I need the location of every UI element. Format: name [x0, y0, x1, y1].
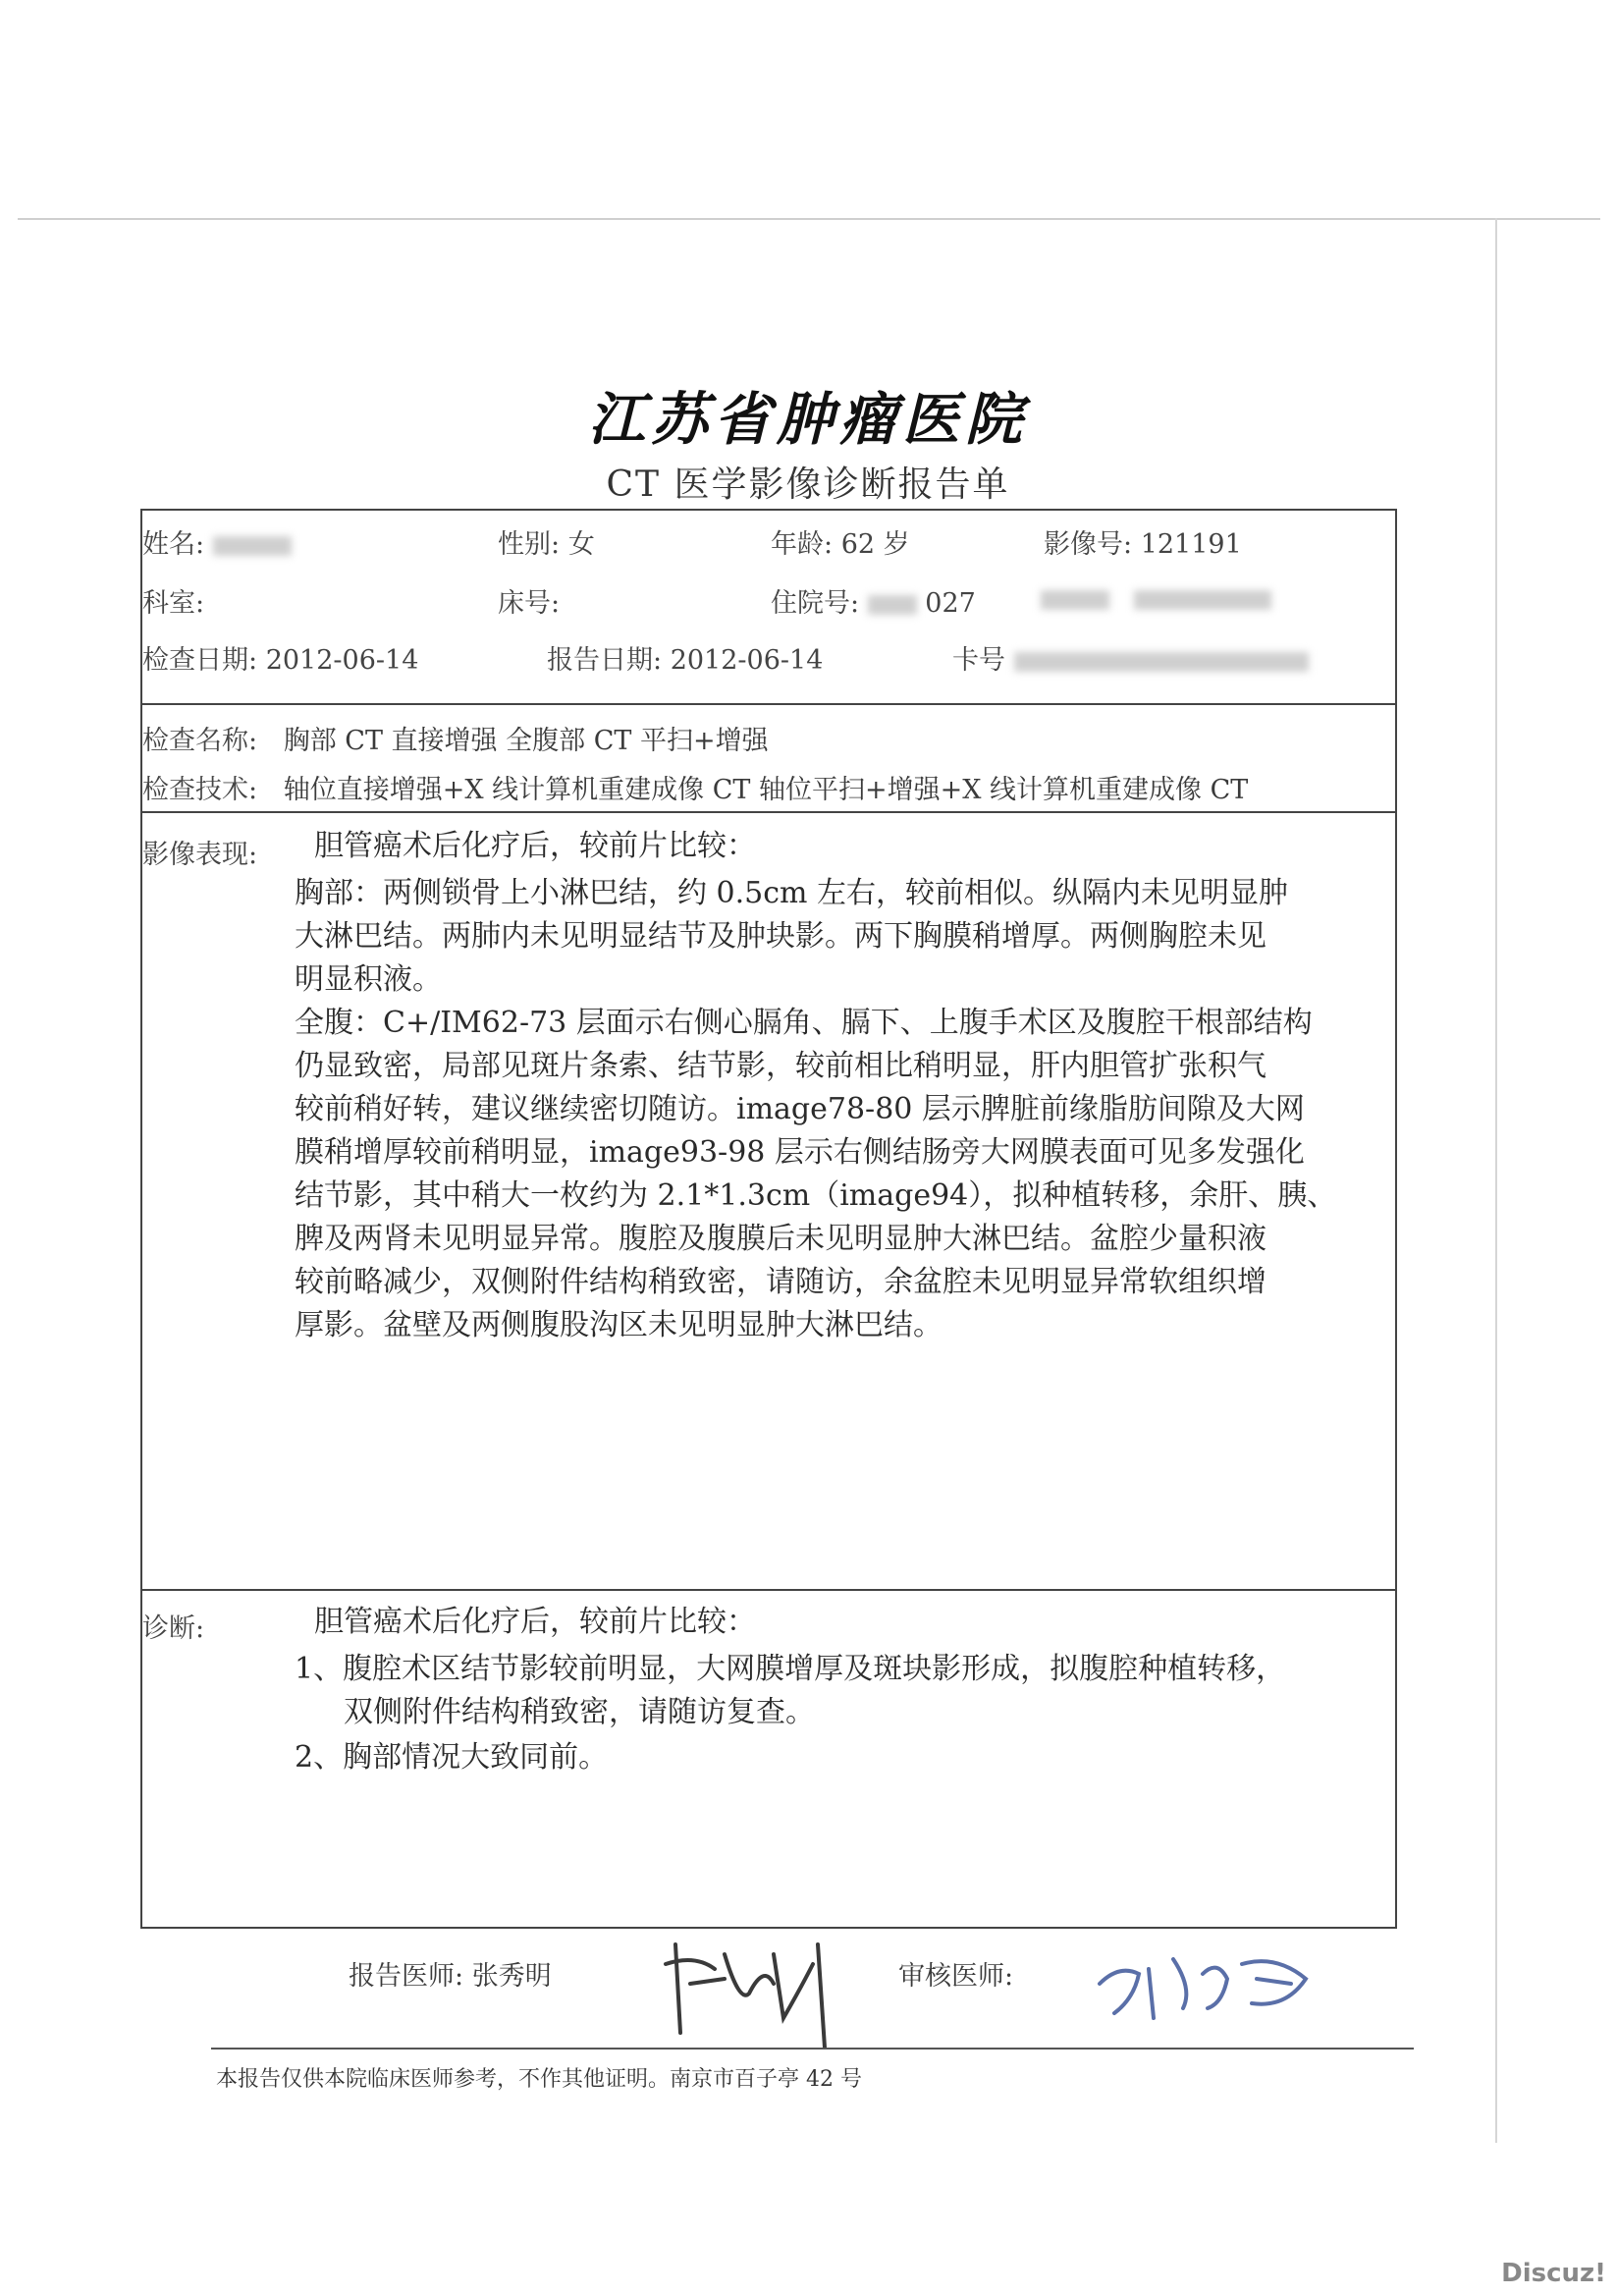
bed-label: 床号:	[498, 588, 561, 619]
watermark: Discuz!	[1501, 2259, 1606, 2288]
findings-line: 脾及两肾未见明显异常。腹腔及腹膜后未见明显肿大淋巴结。盆腔少量积液	[295, 1222, 1266, 1256]
diagnosis-label: 诊断:	[142, 1613, 205, 1644]
findings-line: 较前稍好转，建议继续密切随访。image78-80 层示脾脏前缘脂肪间隙及大网	[295, 1092, 1305, 1126]
diagnosis-line: 胆管癌术后化疗后，较前片比较：	[314, 1605, 756, 1639]
name-redacted	[213, 536, 292, 556]
reporter-name: 张秀明	[471, 1961, 552, 1992]
exam-date-value: 2012-06-14	[265, 645, 419, 676]
age-value: 62 岁	[840, 529, 910, 560]
card-redacted	[1014, 652, 1309, 672]
exam-tech-value: 轴位直接增强+X 线计算机重建成像 CT 轴位平扫+增强+X 线计算机重建成像 CT	[283, 775, 1249, 805]
exam-date-label: 检查日期:	[142, 645, 258, 676]
admission-label: 住院号:	[771, 588, 860, 619]
name-field	[142, 522, 292, 561]
exam-name-value: 胸部 CT 直接增强 全腹部 CT 平扫+增强	[283, 726, 769, 756]
gender-field	[498, 522, 595, 561]
reporter-field	[349, 1954, 552, 1993]
reviewer-label: 审核医师:	[898, 1961, 1014, 1992]
department-field	[142, 581, 204, 620]
findings-line: 胆管癌术后化疗后，较前片比较：	[314, 829, 756, 863]
image-number-label: 影像号:	[1044, 529, 1133, 560]
findings-box	[140, 811, 1397, 1591]
findings-line: 较前略减少，双侧附件结构稍致密，请随访，余盆腔未见明显异常软组织增	[295, 1265, 1266, 1299]
findings-line: 大淋巴结。两肺内未见明显结节及肿块影。两下胸膜稍增厚。两侧胸腔未见	[295, 919, 1266, 954]
exam-date-field	[142, 638, 418, 677]
reporter-signature	[656, 1925, 862, 2062]
gender-value: 女	[567, 529, 595, 560]
report-date-field	[547, 638, 823, 677]
findings-line: 结节影，其中稍大一枚约为 2.1*1.3cm（image94），拟种植转移，余肝、胰、	[295, 1178, 1337, 1213]
card-field	[952, 638, 1309, 677]
card-label: 卡号	[952, 645, 1005, 676]
diagnosis-line: 双侧附件结构稍致密，请随访复查。	[344, 1695, 815, 1729]
findings-label: 影像表现:	[142, 840, 258, 870]
page-edge-right	[1495, 218, 1497, 2143]
hospital-name: 江苏省肿瘤医院	[587, 386, 1028, 453]
admission-redacted	[868, 595, 917, 615]
name-label: 姓名:	[142, 529, 205, 560]
exam-name-label: 检查名称:	[142, 726, 258, 756]
report-title: CT 医学影像诊断报告单	[606, 465, 1010, 505]
reporter-label: 报告医师:	[349, 1961, 464, 1992]
reviewer-field	[898, 1954, 1013, 1993]
exam-tech-label: 检查技术:	[142, 775, 258, 805]
exam-name-row	[142, 719, 769, 757]
gender-label: 性别:	[498, 529, 561, 560]
findings-body	[295, 872, 1389, 1347]
findings-line: 全腹：C+/IM62-73 层面示右侧心膈角、膈下、上腹手术区及腹腔干根部结构	[295, 1006, 1313, 1040]
findings-line: 胸部：两侧锁骨上小淋巴结，约 0.5cm 左右，较前相似。纵隔内未见明显肿	[295, 876, 1289, 910]
footer-divider	[211, 2048, 1414, 2050]
age-label: 年龄:	[771, 529, 834, 560]
patient-info-box	[140, 509, 1397, 705]
reviewer-signature	[1080, 1940, 1335, 2033]
exam-tech-row	[142, 768, 1248, 806]
footer-note: 本报告仅供本院临床医师参考，不作其他证明。南京市百子亭 42 号	[216, 2067, 862, 2092]
admission-value: 027	[925, 588, 976, 619]
findings-line: 膜稍增厚较前稍明显，image93-98 层示右侧结肠旁大网膜表面可见多发强化	[295, 1135, 1305, 1170]
admission-field	[771, 581, 976, 620]
image-number-value: 121191	[1140, 529, 1242, 560]
diagnosis-line: 2、胸部情况大致同前。	[295, 1740, 609, 1775]
findings-line: 厚影。盆壁及两侧腹股沟区未见明显肿大淋巴结。	[295, 1308, 943, 1342]
department-label: 科室:	[142, 588, 205, 619]
findings-line: 明显积液。	[295, 962, 442, 997]
bed-field	[498, 581, 560, 620]
diagnosis-line: 1、腹腔术区结节影较前明显，大网膜增厚及斑块影形成，拟腹腔种植转移，	[295, 1652, 1286, 1686]
page-edge-top	[18, 218, 1600, 220]
age-field	[771, 522, 910, 561]
diagnosis-box	[140, 1589, 1397, 1929]
redacted-block	[1041, 589, 1271, 610]
findings-line: 仍显致密，局部见斑片条索、结节影，较前相比稍明显，肝内胆管扩张积气	[295, 1049, 1266, 1083]
image-number-field	[1044, 522, 1242, 561]
exam-box	[140, 703, 1397, 813]
report-date-value: 2012-06-14	[670, 645, 824, 676]
report-date-label: 报告日期:	[547, 645, 663, 676]
